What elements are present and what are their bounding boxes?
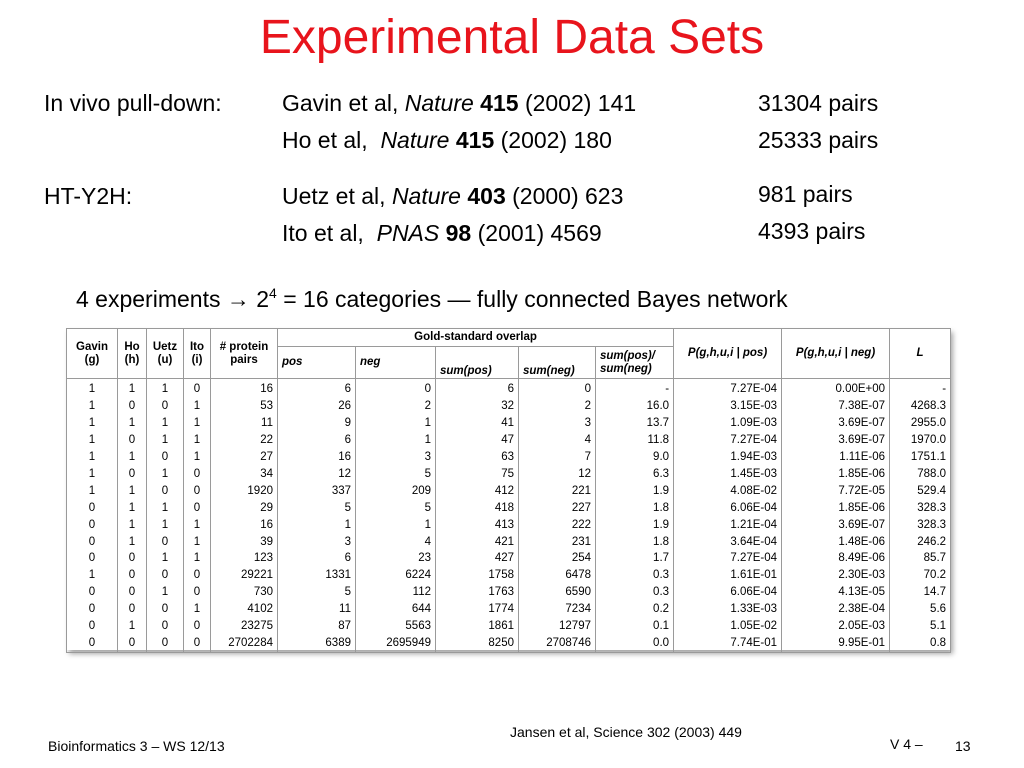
table-row	[67, 551, 951, 568]
cell-protein-pairs: 27	[211, 450, 278, 467]
table-row	[67, 433, 951, 450]
citation-journal: PNAS	[376, 220, 440, 246]
cell-uetz: 0	[147, 534, 184, 551]
cell-p-neg: 1.48E-06	[782, 534, 890, 551]
cell-sum-neg: 7	[519, 450, 596, 467]
cell-p-neg: 2.05E-03	[782, 618, 890, 635]
cell-sum-pos: 1758	[436, 568, 519, 585]
citation-journal: Nature	[380, 127, 450, 153]
cell-pos: 26	[278, 399, 356, 416]
cell-pos: 6	[278, 433, 356, 450]
cell-neg: 6224	[356, 568, 436, 585]
cell-neg: 1	[356, 416, 436, 433]
cell-uetz: 1	[147, 551, 184, 568]
cell-sum-pos: 413	[436, 517, 519, 534]
col-header-protein-pairs: # protein pairs	[211, 329, 278, 379]
col-header-ho: Ho (h)	[118, 329, 147, 379]
cell-sum-pos: 47	[436, 433, 519, 450]
cell-sum-pos: 8250	[436, 635, 519, 652]
cell-sum-neg: 2	[519, 399, 596, 416]
cell-ratio: 0.0	[596, 635, 674, 652]
cell-sum-neg: 12	[519, 466, 596, 483]
cell-likelihood: 788.0	[890, 466, 951, 483]
cell-uetz: 0	[147, 635, 184, 652]
cell-gavin: 1	[67, 568, 118, 585]
cell-protein-pairs: 4102	[211, 602, 278, 619]
cell-ratio: 1.7	[596, 551, 674, 568]
cell-ratio: 13.7	[596, 416, 674, 433]
page-number: 13	[955, 738, 971, 754]
cell-protein-pairs: 34	[211, 466, 278, 483]
cell-p-neg: 7.38E-07	[782, 399, 890, 416]
cell-ho: 0	[118, 585, 147, 602]
citation-author: Uetz et al,	[282, 183, 386, 209]
cell-ratio: 0.3	[596, 585, 674, 602]
cell-neg: 23	[356, 551, 436, 568]
cell-likelihood: 14.7	[890, 585, 951, 602]
cell-ratio: 0.3	[596, 568, 674, 585]
note-prefix: 4 experiments → 2	[76, 286, 270, 312]
cell-gavin: 1	[67, 379, 118, 399]
cell-ho: 0	[118, 551, 147, 568]
cell-gavin: 0	[67, 517, 118, 534]
cell-pos: 87	[278, 618, 356, 635]
cell-pos: 5	[278, 585, 356, 602]
cell-gavin: 1	[67, 483, 118, 500]
cell-p-neg: 1.85E-06	[782, 500, 890, 517]
cell-ratio: -	[596, 379, 674, 399]
cell-ho: 1	[118, 416, 147, 433]
cell-ito: 1	[184, 602, 211, 619]
table-row	[67, 500, 951, 517]
cell-protein-pairs: 23275	[211, 618, 278, 635]
cell-uetz: 1	[147, 500, 184, 517]
cell-ito: 1	[184, 534, 211, 551]
cell-p-pos: 7.74E-01	[674, 635, 782, 652]
cell-pos: 11	[278, 602, 356, 619]
cell-ito: 1	[184, 517, 211, 534]
cell-gavin: 0	[67, 551, 118, 568]
cell-ratio: 16.0	[596, 399, 674, 416]
cell-gavin: 1	[67, 450, 118, 467]
cell-ito: 1	[184, 416, 211, 433]
table-row	[67, 618, 951, 635]
cell-sum-neg: 6478	[519, 568, 596, 585]
table-row	[67, 379, 951, 399]
cell-likelihood: 246.2	[890, 534, 951, 551]
cell-sum-pos: 41	[436, 416, 519, 433]
cell-sum-pos: 1861	[436, 618, 519, 635]
cell-p-pos: 6.06E-04	[674, 500, 782, 517]
cell-sum-pos: 421	[436, 534, 519, 551]
cell-p-neg: 1.85E-06	[782, 466, 890, 483]
table-row	[67, 534, 951, 551]
dataset-category-in-vivo: In vivo pull-down:	[44, 90, 222, 116]
cell-uetz: 1	[147, 379, 184, 399]
cell-neg: 1	[356, 433, 436, 450]
cell-p-pos: 1.21E-04	[674, 517, 782, 534]
table-row	[67, 399, 951, 416]
cell-ito: 0	[184, 379, 211, 399]
note-suffix: = 16 categories — fully connected Bayes network	[276, 286, 788, 312]
citation-volume: 415	[480, 90, 519, 116]
cell-sum-neg: 3	[519, 416, 596, 433]
cell-ho: 0	[118, 399, 147, 416]
cell-gavin: 0	[67, 602, 118, 619]
cell-ho: 0	[118, 466, 147, 483]
cell-p-neg: 3.69E-07	[782, 416, 890, 433]
cell-p-neg: 4.13E-05	[782, 585, 890, 602]
col-header-likelihood: L	[890, 329, 951, 379]
citation-author: Ito et al,	[282, 220, 364, 246]
cell-gavin: 0	[67, 585, 118, 602]
cell-sum-neg: 222	[519, 517, 596, 534]
cell-gavin: 0	[67, 635, 118, 652]
cell-p-pos: 3.64E-04	[674, 534, 782, 551]
cell-ho: 1	[118, 534, 147, 551]
cell-sum-neg: 0	[519, 379, 596, 399]
cell-ito: 0	[184, 585, 211, 602]
cell-pos: 6389	[278, 635, 356, 652]
cell-likelihood: 5.1	[890, 618, 951, 635]
cell-uetz: 0	[147, 602, 184, 619]
cell-protein-pairs: 1920	[211, 483, 278, 500]
cell-sum-neg: 254	[519, 551, 596, 568]
cell-protein-pairs: 39	[211, 534, 278, 551]
cell-uetz: 1	[147, 517, 184, 534]
cell-likelihood: 85.7	[890, 551, 951, 568]
cell-ito: 1	[184, 433, 211, 450]
cell-ho: 1	[118, 379, 147, 399]
cell-pos: 3	[278, 534, 356, 551]
cell-ho: 0	[118, 602, 147, 619]
cell-ho: 0	[118, 568, 147, 585]
results-table	[66, 328, 951, 653]
cell-sum-neg: 12797	[519, 618, 596, 635]
cell-protein-pairs: 730	[211, 585, 278, 602]
citation-volume: 403	[467, 183, 506, 209]
col-header-neg: neg	[356, 347, 436, 379]
cell-p-pos: 1.61E-01	[674, 568, 782, 585]
cell-p-neg: 2.38E-04	[782, 602, 890, 619]
cell-sum-neg: 7234	[519, 602, 596, 619]
cell-sum-pos: 427	[436, 551, 519, 568]
dataset-pairs-ho: 25333 pairs	[758, 127, 879, 153]
cell-uetz: 1	[147, 585, 184, 602]
cell-p-pos: 1.94E-03	[674, 450, 782, 467]
table-row	[67, 602, 951, 619]
results-table-container	[66, 328, 950, 650]
cell-ito: 0	[184, 635, 211, 652]
cell-neg: 0	[356, 379, 436, 399]
col-header-ratio: sum(pos)/ sum(neg)	[596, 347, 674, 379]
cell-likelihood: 70.2	[890, 568, 951, 585]
cell-protein-pairs: 123	[211, 551, 278, 568]
table-row	[67, 585, 951, 602]
col-header-uetz: Uetz (u)	[147, 329, 184, 379]
cell-ito: 1	[184, 551, 211, 568]
cell-neg: 644	[356, 602, 436, 619]
dataset-category-y2h: HT-Y2H:	[44, 183, 133, 209]
cell-sum-pos: 63	[436, 450, 519, 467]
cell-ratio: 11.8	[596, 433, 674, 450]
cell-p-pos: 4.08E-02	[674, 483, 782, 500]
cell-neg: 5	[356, 500, 436, 517]
cell-sum-pos: 6	[436, 379, 519, 399]
cell-sum-pos: 32	[436, 399, 519, 416]
cell-protein-pairs: 16	[211, 379, 278, 399]
cell-p-pos: 3.15E-03	[674, 399, 782, 416]
cell-ito: 0	[184, 618, 211, 635]
footer-course: Bioinformatics 3 – WS 12/13	[48, 738, 225, 754]
slide-title: Experimental Data Sets	[259, 11, 765, 64]
citation-journal: Nature	[391, 183, 461, 209]
citation-year-page: (2001) 4569	[477, 220, 602, 246]
cell-p-pos: 1.09E-03	[674, 416, 782, 433]
cell-ratio: 6.3	[596, 466, 674, 483]
cell-likelihood: 1970.0	[890, 433, 951, 450]
cell-ratio: 1.9	[596, 517, 674, 534]
col-header-sum-neg: sum(neg)	[519, 347, 596, 379]
cell-neg: 5	[356, 466, 436, 483]
cell-uetz: 0	[147, 483, 184, 500]
cell-uetz: 0	[147, 450, 184, 467]
cell-ito: 0	[184, 500, 211, 517]
cell-uetz: 1	[147, 416, 184, 433]
cell-likelihood: 529.4	[890, 483, 951, 500]
cell-gavin: 1	[67, 433, 118, 450]
cell-ho: 1	[118, 517, 147, 534]
cell-sum-neg: 2708746	[519, 635, 596, 652]
dataset-pairs-uetz: 981 pairs	[758, 181, 853, 207]
cell-p-neg: 8.49E-06	[782, 551, 890, 568]
cell-pos: 9	[278, 416, 356, 433]
citation-journal: Nature	[404, 90, 474, 116]
cell-ito: 0	[184, 483, 211, 500]
cell-p-pos: 1.33E-03	[674, 602, 782, 619]
cell-ho: 1	[118, 483, 147, 500]
col-header-p-neg: P(g,h,u,i | neg)	[782, 329, 890, 379]
cell-p-pos: 7.27E-04	[674, 551, 782, 568]
col-header-pos: pos	[278, 347, 356, 379]
cell-pos: 1331	[278, 568, 356, 585]
cell-sum-neg: 227	[519, 500, 596, 517]
cell-neg: 5563	[356, 618, 436, 635]
citation-author: Ho et al,	[282, 127, 368, 153]
dataset-citation-ito	[282, 219, 602, 247]
cell-p-neg: 1.11E-06	[782, 450, 890, 467]
col-header-ito: Ito (i)	[184, 329, 211, 379]
cell-uetz: 0	[147, 399, 184, 416]
cell-sum-pos: 418	[436, 500, 519, 517]
cell-pos: 5	[278, 500, 356, 517]
table-row	[67, 517, 951, 534]
cell-protein-pairs: 29221	[211, 568, 278, 585]
dataset-pairs-gavin: 31304 pairs	[758, 90, 879, 116]
cell-sum-neg: 4	[519, 433, 596, 450]
cell-pos: 1	[278, 517, 356, 534]
table-row	[67, 635, 951, 652]
cell-p-neg: 3.69E-07	[782, 517, 890, 534]
cell-p-neg: 2.30E-03	[782, 568, 890, 585]
cell-p-pos: 1.45E-03	[674, 466, 782, 483]
citation-volume: 98	[445, 220, 472, 246]
footer-citation: Jansen et al, Science 302 (2003) 449	[510, 724, 742, 740]
footer-version: V 4 –	[890, 736, 923, 752]
cell-protein-pairs: 22	[211, 433, 278, 450]
cell-ratio: 9.0	[596, 450, 674, 467]
cell-ito: 1	[184, 399, 211, 416]
cell-likelihood: 5.6	[890, 602, 951, 619]
cell-ho: 0	[118, 433, 147, 450]
cell-p-neg: 3.69E-07	[782, 433, 890, 450]
cell-likelihood: 2955.0	[890, 416, 951, 433]
cell-ito: 0	[184, 568, 211, 585]
cell-ito: 1	[184, 450, 211, 467]
col-header-gold-standard: Gold-standard overlap	[278, 329, 674, 347]
cell-uetz: 0	[147, 618, 184, 635]
cell-p-pos: 7.27E-04	[674, 433, 782, 450]
cell-gavin: 1	[67, 466, 118, 483]
cell-likelihood: 0.8	[890, 635, 951, 652]
cell-ratio: 0.2	[596, 602, 674, 619]
cell-neg: 1	[356, 517, 436, 534]
cell-neg: 209	[356, 483, 436, 500]
cell-pos: 16	[278, 450, 356, 467]
cell-p-pos: 6.06E-04	[674, 585, 782, 602]
col-header-sum-pos: sum(pos)	[436, 347, 519, 379]
cell-sum-pos: 1774	[436, 602, 519, 619]
cell-gavin: 1	[67, 416, 118, 433]
cell-pos: 337	[278, 483, 356, 500]
note-exponent: 4	[269, 285, 277, 301]
cell-likelihood: 4268.3	[890, 399, 951, 416]
col-header-p-pos: P(g,h,u,i | pos)	[674, 329, 782, 379]
table-row	[67, 466, 951, 483]
cell-protein-pairs: 2702284	[211, 635, 278, 652]
dataset-citation-ho	[282, 126, 612, 154]
cell-pos: 6	[278, 551, 356, 568]
cell-uetz: 1	[147, 433, 184, 450]
cell-uetz: 1	[147, 466, 184, 483]
table-row	[67, 450, 951, 467]
cell-likelihood: -	[890, 379, 951, 399]
cell-likelihood: 328.3	[890, 517, 951, 534]
col-header-gavin: Gavin (g)	[67, 329, 118, 379]
cell-gavin: 0	[67, 534, 118, 551]
bayes-network-note	[76, 285, 788, 313]
cell-neg: 2695949	[356, 635, 436, 652]
cell-likelihood: 1751.1	[890, 450, 951, 467]
citation-year-page: (2000) 623	[512, 183, 624, 209]
cell-neg: 4	[356, 534, 436, 551]
table-row	[67, 483, 951, 500]
cell-sum-neg: 231	[519, 534, 596, 551]
dataset-citation-gavin	[282, 89, 636, 117]
cell-uetz: 0	[147, 568, 184, 585]
dataset-citation-uetz	[282, 182, 623, 210]
cell-protein-pairs: 11	[211, 416, 278, 433]
cell-ratio: 1.9	[596, 483, 674, 500]
cell-pos: 12	[278, 466, 356, 483]
cell-ho: 1	[118, 618, 147, 635]
citation-author: Gavin et al,	[282, 90, 399, 116]
citation-year-page: (2002) 141	[524, 90, 637, 116]
cell-neg: 112	[356, 585, 436, 602]
table-row	[67, 568, 951, 585]
cell-neg: 2	[356, 399, 436, 416]
cell-ho: 0	[118, 635, 147, 652]
cell-gavin: 1	[67, 399, 118, 416]
cell-p-neg: 7.72E-05	[782, 483, 890, 500]
cell-ito: 0	[184, 466, 211, 483]
cell-protein-pairs: 53	[211, 399, 278, 416]
cell-gavin: 0	[67, 618, 118, 635]
cell-ratio: 0.1	[596, 618, 674, 635]
cell-sum-pos: 412	[436, 483, 519, 500]
cell-p-pos: 7.27E-04	[674, 379, 782, 399]
cell-gavin: 0	[67, 500, 118, 517]
table-row	[67, 416, 951, 433]
cell-neg: 3	[356, 450, 436, 467]
cell-ho: 1	[118, 500, 147, 517]
cell-ratio: 1.8	[596, 534, 674, 551]
cell-sum-pos: 1763	[436, 585, 519, 602]
citation-volume: 415	[455, 127, 495, 153]
cell-protein-pairs: 16	[211, 517, 278, 534]
cell-ratio: 1.8	[596, 500, 674, 517]
dataset-pairs-ito: 4393 pairs	[758, 218, 866, 244]
cell-ho: 1	[118, 450, 147, 467]
cell-sum-neg: 6590	[519, 585, 596, 602]
cell-likelihood: 328.3	[890, 500, 951, 517]
cell-p-neg: 0.00E+00	[782, 379, 890, 399]
cell-protein-pairs: 29	[211, 500, 278, 517]
cell-p-pos: 1.05E-02	[674, 618, 782, 635]
citation-year-page: (2002) 180	[500, 127, 612, 153]
cell-p-neg: 9.95E-01	[782, 635, 890, 652]
cell-pos: 6	[278, 379, 356, 399]
cell-sum-pos: 75	[436, 466, 519, 483]
cell-sum-neg: 221	[519, 483, 596, 500]
